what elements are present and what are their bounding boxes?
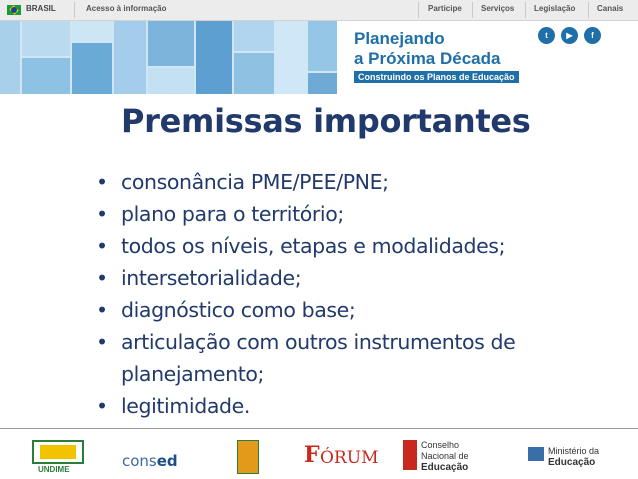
bullet-icon: •: [96, 394, 108, 418]
divider: [418, 2, 419, 18]
list-item-text: intersetorialidade;: [121, 266, 302, 290]
premissas-list: [96, 166, 626, 422]
forum-logo-text: ÓRUM: [320, 448, 379, 468]
list-item: [96, 166, 626, 198]
list-item-text: consonância PME/PEE/PNE;: [121, 170, 389, 194]
undime-logo: [32, 440, 84, 464]
gov-top-bar: [0, 0, 638, 21]
nav-participe[interactable]: Participe: [428, 4, 462, 13]
bullet-icon: •: [96, 170, 108, 194]
nav-legislacao[interactable]: Legislação: [534, 4, 576, 13]
list-item: [96, 230, 626, 262]
divider: [525, 2, 526, 18]
list-item: [96, 294, 626, 326]
bullet-icon: •: [96, 298, 108, 322]
cne-logo-text: [421, 440, 469, 473]
forum-logo-f: F: [304, 442, 320, 468]
banner-tile-pattern: [0, 21, 340, 94]
brasil-link[interactable]: BRASIL: [26, 4, 56, 13]
list-item-text: todos os níveis, etapas e modalidades;: [121, 234, 506, 258]
slide-title: Premissas importantes: [121, 102, 531, 140]
consed-text-b: ed: [156, 452, 178, 470]
acesso-informacao-link[interactable]: Acesso à informação: [86, 4, 167, 13]
mec-logo-text: [548, 446, 599, 468]
banner-brand: [337, 21, 638, 94]
facebook-icon[interactable]: f: [584, 27, 601, 44]
undime-label: UNDIME: [38, 465, 70, 474]
consed-logo: [122, 452, 178, 470]
list-item: [96, 262, 626, 294]
cne-line3: Educação: [421, 462, 469, 473]
emblem-logo: [237, 440, 259, 474]
bullet-icon: •: [96, 266, 108, 290]
cne-line1: Conselho: [421, 440, 460, 450]
list-item-text: diagnóstico como base;: [121, 298, 356, 322]
list-item: [96, 390, 626, 422]
list-item-text: plano para o território;: [121, 202, 344, 226]
consed-text-a: cons: [122, 452, 157, 470]
brazil-flag-icon[interactable]: [7, 5, 21, 15]
mec-logo-mark: [528, 447, 544, 461]
list-item-text: legitimidade.: [121, 394, 250, 418]
banner-title-line2: a Próxima Década: [354, 49, 501, 68]
list-item-text: articulação com outros instrumentos de: [121, 330, 516, 354]
list-item-continuation: [96, 358, 626, 390]
list-item-text: planejamento;: [121, 362, 264, 386]
cne-logo-mark: [403, 440, 417, 470]
mec-line2: Educação: [548, 457, 596, 468]
divider: [588, 2, 589, 18]
footer-logos: [0, 430, 638, 479]
twitter-icon[interactable]: t: [538, 27, 555, 44]
divider: [74, 2, 75, 18]
mec-line1: Ministério da: [548, 446, 600, 456]
youtube-icon[interactable]: ▶: [561, 27, 578, 44]
list-item: [96, 198, 626, 230]
nav-servicos[interactable]: Serviços: [481, 4, 515, 13]
bullet-icon: •: [96, 234, 108, 258]
footer-divider: [0, 428, 638, 429]
banner-subtitle: Construindo os Planos de Educação: [354, 71, 519, 83]
list-item: [96, 326, 626, 358]
banner-title-line1: Planejando: [354, 29, 445, 48]
divider: [472, 2, 473, 18]
bullet-icon: •: [96, 330, 108, 354]
cne-line2: Nacional de: [421, 451, 469, 461]
nav-canais[interactable]: Canais: [597, 4, 624, 13]
header-banner: [0, 21, 638, 94]
bullet-icon: •: [96, 202, 108, 226]
